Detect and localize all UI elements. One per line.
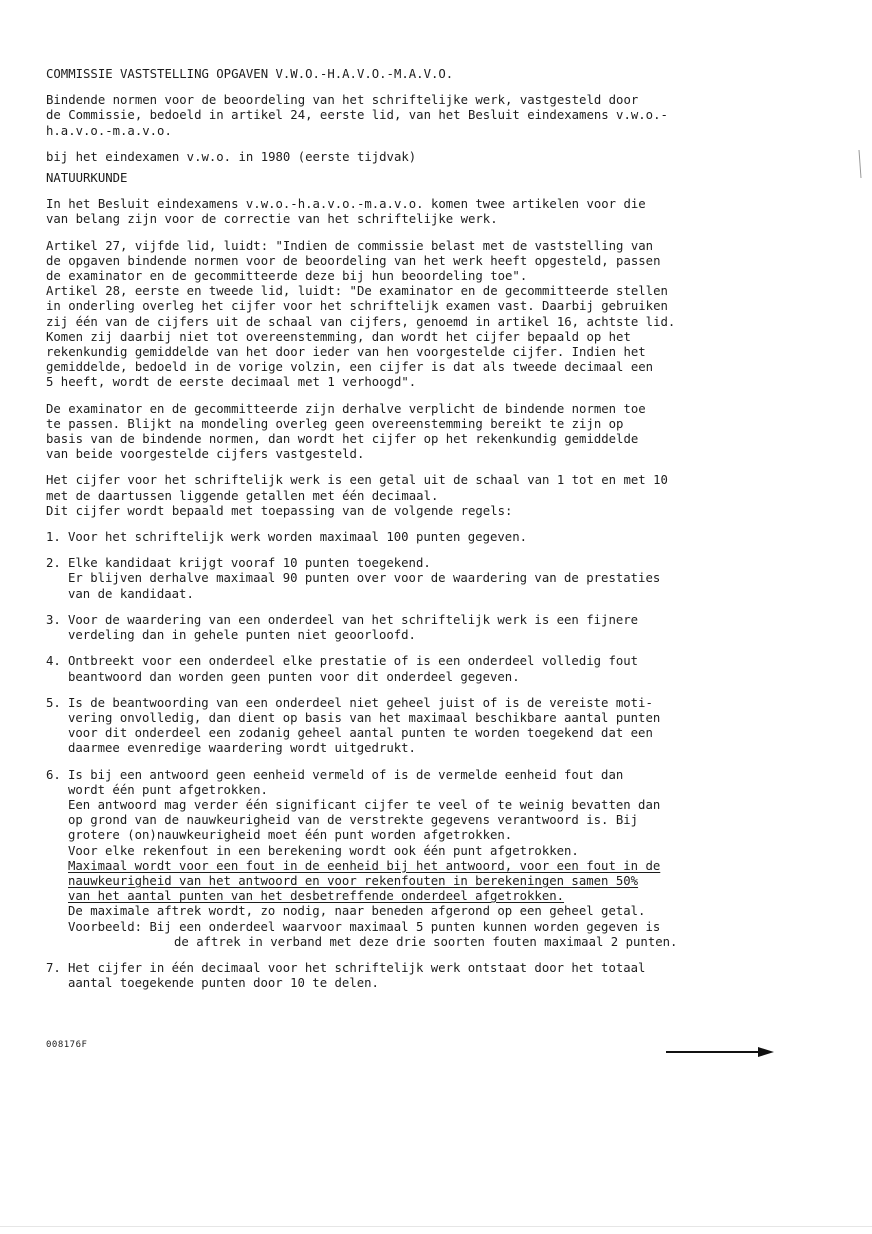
text-line: Is bij een antwoord geen eenheid vermeld of is de vermelde eenheid fout dan (68, 767, 624, 782)
text-line: Er blijven derhalve maximaal 90 punten over voor de waardering van de prestaties (68, 571, 661, 586)
paragraph-verplicht (46, 402, 846, 463)
example-line (68, 920, 846, 935)
underlined-line (68, 889, 846, 904)
text-line: Het cijfer in één decimaal voor het schriftelijk werk ontstaat door het totaal (68, 960, 646, 975)
text-line: rekenkundig gemiddelde van het door ieder van hen voorgestelde cijfer. Indien het (46, 345, 646, 360)
arrow-right-icon (666, 1046, 774, 1056)
rule-body (68, 556, 846, 602)
text-line: verdeling dan in gehele punten niet geoorloofd. (68, 628, 416, 643)
text-line: Dit cijfer wordt bepaald met toepassing van de volgende regels: (46, 503, 513, 518)
scan-edge (0, 1226, 872, 1227)
rule-item (46, 530, 846, 545)
text-line: van beide voorgestelde cijfers vastgesteld. (46, 447, 365, 462)
text-line: van belang zijn voor de correctie van het schriftelijke werk. (46, 212, 498, 227)
document-page (46, 67, 846, 1002)
rule-item (46, 556, 846, 602)
rule-body (68, 530, 846, 545)
underlined-line (68, 859, 846, 874)
underlined-text: Maximaal wordt voor een fout in de eenheid bij het antwoord, voor een fout in de (68, 858, 661, 873)
text-line: van de kandidaat. (68, 586, 194, 601)
rule-item (46, 654, 846, 684)
rule-number: 6. (46, 767, 61, 782)
text-line: In het Besluit eindexamens v.w.o.-h.a.v.o.-m.a.v.o. komen twee artikelen voor die (46, 197, 646, 212)
paragraph-besluit (46, 197, 846, 227)
rule-body (68, 696, 846, 757)
text-line: Het cijfer voor het schriftelijk werk is een getal uit de schaal van 1 tot en met 10 (46, 473, 668, 488)
rule-number: 2. (46, 556, 61, 571)
text-line: Artikel 28, eerste en tweede lid, luidt: "De examinator en de gecommitteerde stellen (46, 284, 668, 299)
paragraph-artikel-27 (46, 239, 846, 285)
text-line: vering onvolledig, dan dient op basis van het maximaal beschikbare aantal punten (68, 710, 661, 725)
paragraph-artikel-28 (46, 284, 846, 390)
intro-line: h.a.v.o.-m.a.v.o. (46, 123, 172, 138)
text-line: op grond van de nauwkeurigheid van de verstrekte gegevens verantwoord is. Bij (68, 813, 639, 828)
text-line: Ontbreekt voor een onderdeel elke prestatie of is een onderdeel volledig fout (68, 654, 639, 669)
text-line: voor dit onderdeel een zodanig geheel aantal punten te worden toegekend dat een (68, 726, 653, 741)
text-line: De maximale aftrek wordt, zo nodig, naar beneden afgerond op een geheel getal. (68, 904, 646, 919)
underlined-line (68, 874, 846, 889)
text-line: Een antwoord mag verder één significant cijfer te veel of te weinig bevatten dan (68, 797, 661, 812)
rule-body (68, 961, 846, 991)
text-line: Is de beantwoording van een onderdeel niet geheel juist of is de vereiste moti- (68, 695, 653, 710)
text-line: De examinator en de gecommitteerde zijn derhalve verplicht de bindende normen toe (46, 401, 646, 416)
text-line: Voor de waardering van een onderdeel van het schriftelijk werk is een fijnere (68, 612, 639, 627)
text-line: Voor het schriftelijk werk worden maximaal 100 punten gegeven. (68, 530, 528, 545)
text-line: daarmee evenredige waardering wordt uitgedrukt. (68, 741, 416, 756)
rule-number: 5. (46, 695, 61, 710)
text-line: Komen zij daarbij niet tot overeenstemming, dan wordt het cijfer bepaald op het (46, 329, 631, 344)
rule-number: 7. (46, 960, 61, 975)
text-line: gemiddelde, bedoeld in de vorige volzin, een cijfer is dat als tweede decimaal een (46, 360, 654, 375)
text-line: wordt één punt afgetrokken. (68, 782, 268, 797)
rule-number: 1. (46, 530, 61, 545)
text-line: Elke kandidaat krijgt vooraf 10 punten toegekend. (68, 556, 431, 571)
subject-heading: NATUURKUNDE (46, 171, 128, 186)
margin-mark (858, 150, 862, 178)
intro-line: de Commissie, bedoeld in artikel 24, eerste lid, van het Besluit eindexamens v.w.o.- (46, 108, 668, 123)
text-line: te passen. Blijkt na mondeling overleg geen overeenstemming bereikt te zijn op (46, 416, 624, 431)
paragraph-cijfer (46, 473, 846, 519)
text-line: zij één van de cijfers uit de schaal van cijfers, genoemd in artikel 16, achtste lid. (46, 314, 676, 329)
rule-number: 4. (46, 654, 61, 669)
document-title: COMMISSIE VASTSTELLING OPGAVEN V.W.O.-H.A.V.O.-M.A.V.O. (46, 67, 454, 81)
rule-item (46, 613, 846, 643)
text-line: Voor elke rekenfout in een berekening wordt ook één punt afgetrokken. (68, 843, 579, 858)
example-text: de aftrek in verband met deze drie soorten fouten maximaal 2 punten. (174, 934, 678, 949)
underlined-text: nauwkeurigheid van het antwoord en voor rekenfouten in berekeningen samen 50% (68, 873, 639, 888)
rule-body (68, 768, 846, 950)
text-line: beantwoord dan worden geen punten voor dit onderdeel gegeven. (68, 669, 520, 684)
text-line: basis van de bindende normen, dan wordt het cijfer op het rekenkundig gemiddelde (46, 432, 639, 447)
rules-list (46, 530, 846, 991)
rule-item (46, 961, 846, 991)
rule-body (68, 613, 846, 643)
text-line: Artikel 27, vijfde lid, luidt: "Indien de commissie belast met de vaststelling van (46, 238, 654, 253)
rule-body (68, 654, 846, 684)
rule-item (46, 696, 846, 757)
exam-line: bij het eindexamen v.w.o. in 1980 (eerste tijdvak) (46, 149, 417, 164)
text-line: de opgaven bindende normen voor de beoordeling van het werk heeft opgesteld, passen (46, 253, 661, 268)
example-label: Voorbeeld: (68, 919, 143, 934)
text-line: grotere (on)nauwkeurigheid moet één punt worden afgetrokken. (68, 828, 513, 843)
text-line: aantal toegekende punten door 10 te delen. (68, 976, 379, 991)
intro-line: Bindende normen voor de beoordeling van het schriftelijke werk, vastgesteld door (46, 93, 639, 108)
intro-paragraph (46, 93, 846, 139)
text-line: 5 heeft, wordt de eerste decimaal met 1 verhoogd". (46, 375, 417, 390)
example-text: Bij een onderdeel waarvoor maximaal 5 punten kunnen worden gegeven is (149, 919, 661, 934)
rule-number: 3. (46, 612, 61, 627)
text-line: in onderling overleg het cijfer voor het schriftelijk examen vast. Daarbij gebruiken (46, 299, 668, 314)
document-code: 008176F (46, 1040, 88, 1050)
text-line: de examinator en de gecommitteerde deze bij hun beoordeling toe". (46, 269, 528, 284)
underlined-text: van het aantal punten van het desbetreffende onderdeel afgetrokken. (68, 889, 565, 904)
rule-item (46, 768, 846, 950)
text-line: met de daartussen liggende getallen met één decimaal. (46, 488, 439, 503)
